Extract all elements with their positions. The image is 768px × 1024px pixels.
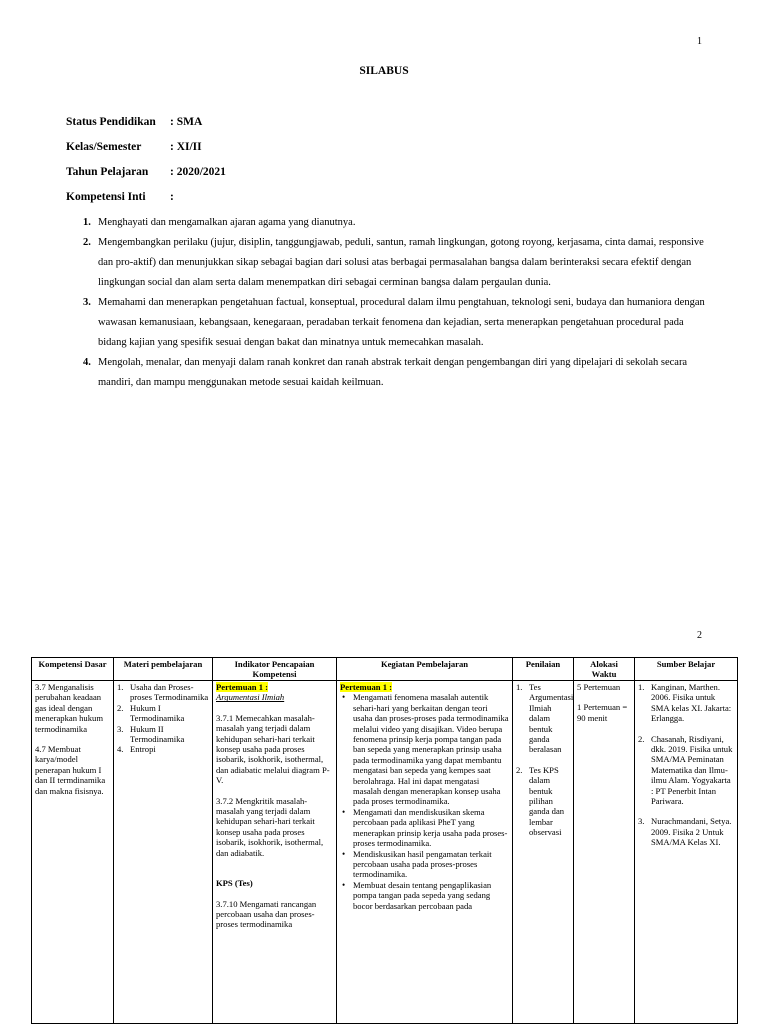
header-materi: Materi pembelajaran (114, 658, 213, 681)
list-item: • Membuat desain tentang pengaplikasian pompa tangan pada sepeda yang sedang bocor berdasarkan percobaan pada (340, 880, 509, 911)
header-kegiatan: Kegiatan Pembelajaran (337, 658, 513, 681)
list-item: 3. Hukum II Termodinamika (117, 723, 185, 745)
meta-label: Kelas/Semester (66, 141, 142, 153)
list-item: 3. Nurachmandani, Setya. 2009. Fisika 2 Untuk SMA/MA Kelas XI. (638, 816, 732, 848)
meta-value: : XI/II (170, 141, 202, 153)
cell-alokasi: 5 Pertemuan 1 Pertemuan = 90 menit (574, 681, 635, 1024)
kompetensi-inti-list (66, 213, 706, 393)
page-number: 2 (697, 630, 702, 641)
list-item: 2. Tes KPS dalam bentuk pilihan ganda dan lembar observasi (516, 764, 565, 838)
meta-value: : SMA (170, 116, 203, 128)
meta-label: Status Pendidikan (66, 116, 156, 128)
header-penilaian: Penilaian (513, 658, 574, 681)
meta-value: : 2020/2021 (170, 166, 226, 178)
table-row (32, 681, 738, 1024)
list-item: 1. Tes Argumentasi Ilmiah dalam bentuk ganda beralasan (516, 682, 574, 755)
list-item: 1. Usaha dan Proses-proses Termodinamika (117, 682, 209, 703)
cell-indikator: Pertemuan 1 : Argumentasi Ilmiah 3.7.1 Memecahkan masalah-masalah yang terjadi dalam kehidupan sehari-hari terkait konsep usaha pada proses isobarik, isokhorik, isothermal, dan adiabatic melalui diagram P-V. 3.7.2 Mengkritik masalah-masalah yang terjadi dalam kehidupan sehari-hari terkait konsep usaha pada proses isobarik, isokhorik, isothermal, dan adiabatik. KPS (Tes) 3.7.10 Mengamati rancangan percobaan usaha dan proses-proses termodinamika (213, 681, 337, 1024)
header-sumber: Sumber Belajar (635, 658, 738, 681)
list-item: • Mendiskusikan hasil pengamatan terkait percobaan usaha pada proses-proses termodinamika. (340, 849, 509, 880)
cell-materi (114, 681, 213, 1024)
meta-kompetensi-inti (66, 191, 174, 203)
list-item: 1. Kanginan, Marthen. 2006. Fisika untuk SMA kelas XI. Jakarta: Erlangga. (638, 682, 732, 724)
meta-value: : (170, 191, 174, 203)
header-kompetensi-dasar: Kompetensi Dasar (32, 658, 114, 681)
meta-tahun (66, 166, 226, 178)
document-title: SILABUS (359, 65, 409, 77)
list-item: 4. Entropi (117, 744, 156, 755)
cell-kompetensi-dasar: 3.7 Menganalisis perubahan keadaan gas ideal dengan menerapkan hukum termodinamika 4.7 Membuat karya/model penerapan hukum I dan II termdinamika dan makna fisisnya. (32, 681, 114, 1024)
pertemuan-label: Pertemuan 1 : (340, 682, 393, 692)
indikator-subtitle: Argumentasi Ilmiah (216, 692, 285, 703)
table-header-row (32, 658, 738, 681)
page-number: 1 (697, 36, 702, 47)
list-item: • Mengamati fenomena masalah autentik sehari-hari yang berkaitan dengan teori usaha dan proses-proses pada termodinamika melalui video yang disajikan. Video berupa fenomena prinsip kerja pompa tangan pada ban sepeda yang menerapkan prinsip usaha pada termodinamika yang dapat membantu mengatasi ban sepeda yang kempes saat berolahraga. Hal ini dapat mengatasi masalah dengan menerapkan konsep usaha pada proses termodinamika. (340, 692, 509, 806)
header-indikator: Indikator Pencapaian Kompetensi (213, 658, 337, 681)
list-item: 2. Mengembangkan perilaku (jujur, disiplin, tanggungjawab, peduli, santun, ramah lingkungan, gotong royong, kerjasama, cinta damai, responsive dan pro-aktif) dan menunjukkan sikap sebagai bagian dari solusi atas berbagai permasalahan bangsa dalam berinteraksi secara efektif dengan lingkungan social dan alam serta dalam menempatkan diri sebagai cerminan bangsa dalam pergaulan dunia. (83, 237, 704, 288)
meta-status (66, 116, 202, 128)
list-item: 1. Menghayati dan mengamalkan ajaran agama yang dianutnya. (83, 217, 356, 228)
list-item: 2. Hukum I Termodinamika (117, 702, 185, 724)
list-item: 3. Memahami dan menerapkan pengetahuan factual, konseptual, procedural dalam ilmu pengtahuan, teknologi seni, budaya dan humaniora dengan wawasan kemanusiaan, kebangsaan, kenegaraan, peradaban terkait fenomena dan kejadian, serta menerapkan pengetahuan procedural pada bidang kajian yang spesifik sesuai dengan bakat dan minatnya untuk memecahkan masalah. (83, 297, 705, 348)
meta-kelas (66, 141, 202, 153)
pertemuan-label: Pertemuan 1 : (216, 682, 269, 692)
meta-label: Kompetensi Inti (66, 191, 146, 203)
kps-label: KPS (Tes) (216, 878, 253, 889)
list-item: 4. Mengolah, menalar, dan menyaji dalam ranah konkret dan ranah abstrak terkait dengan pengembangan diri yang dipelajari di sekolah secara mandiri, dan mampu menggunakan metode sesuai kaidah keilmuan. (83, 357, 688, 388)
cell-kegiatan (337, 681, 513, 1024)
header-alokasi: Alokasi Waktu (574, 658, 635, 681)
cell-penilaian (513, 681, 574, 1024)
list-item: • Mengamati dan mendiskusikan skema percobaan pada aplikasi PheT yang menerapkan prinsip kerja usaha pada proses-proses termodinamika. (340, 807, 509, 849)
meta-label: Tahun Pelajaran (66, 166, 149, 178)
list-item: 2. Chasanah, Risdiyani, dkk. 2019. Fisika untuk SMA/MA Peminatan Matematika dan Ilmu-ilmu Alam. Yogyakarta : PT Penerbit Intan Pariwara. (638, 733, 733, 807)
silabus-table (31, 657, 738, 1024)
cell-sumber (635, 681, 738, 1024)
